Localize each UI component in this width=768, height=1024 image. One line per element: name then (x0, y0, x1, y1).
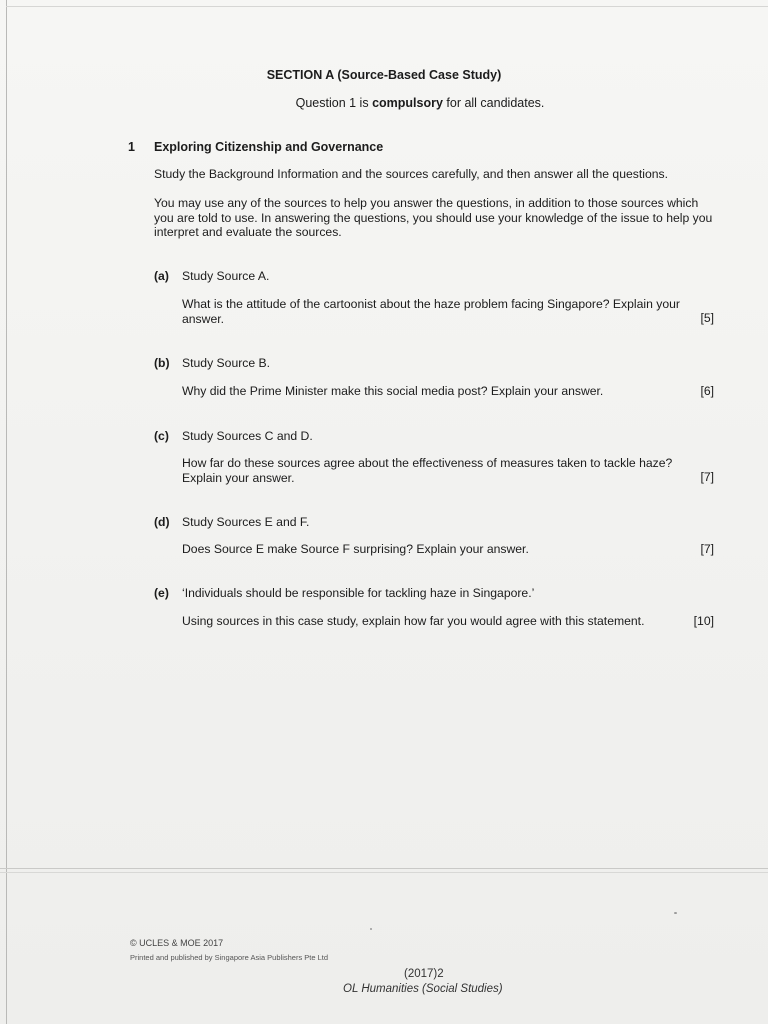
footer-publisher: Printed and published by Singapore Asia Publishers Pte Ltd (130, 953, 329, 962)
part-a-marks: [5] (700, 311, 714, 325)
question-title: Exploring Citizenship and Governance (154, 140, 384, 154)
footer-paper-code: (2017)2 (404, 968, 444, 980)
part-c-question: How far do these sources agree about the effectiveness of measures taken to tackle haze? Explain your answer. (182, 456, 673, 485)
footer-subject: OL Humanities (Social Studies) (343, 983, 503, 995)
scan-speck (674, 912, 677, 914)
part-b-marks: [6] (700, 384, 714, 398)
page-edge-left (6, 0, 7, 1024)
intro-paragraph-1: Study the Background Information and the sources carefully, and then answer all the questions. (154, 167, 668, 181)
part-e-label: (e) (154, 586, 169, 600)
part-d-question: Does Source E make Source F surprising? Explain your answer. (182, 542, 529, 556)
part-e-question: Using sources in this case study, explain how far you would agree with this statement. (182, 614, 645, 628)
part-c-instruction: Study Sources C and D. (182, 429, 313, 443)
page-edge-top (6, 6, 768, 7)
section-title: SECTION A (Source-Based Case Study) (266, 68, 502, 82)
part-d-label: (d) (154, 515, 170, 529)
question-number: 1 (128, 140, 135, 154)
part-c-marks: [7] (700, 470, 714, 484)
part-b-question: Why did the Prime Minister make this social media post? Explain your answer. (182, 384, 604, 398)
part-a-label: (a) (154, 269, 169, 283)
part-e-statement: ‘Individuals should be responsible for tackling haze in Singapore.’ (182, 586, 535, 600)
part-c-label: (c) (154, 429, 169, 443)
footer-divider-shadow (0, 872, 768, 873)
section-instruction: Question 1 is compulsory for all candidates. (295, 96, 545, 110)
part-b-label: (b) (154, 356, 170, 370)
part-d-marks: [7] (700, 542, 714, 556)
compulsory-emphasis: compulsory (372, 96, 443, 110)
part-a-instruction: Study Source A. (182, 269, 270, 283)
footer-copyright: © UCLES & MOE 2017 (130, 938, 224, 948)
intro-paragraph-2: You may use any of the sources to help you answer the questions, in addition to those sources which you are told to use. In answering the questions, you should use your knowledge of the issue to help you interpret and evaluate the sources. (154, 196, 713, 239)
scan-speck (370, 928, 372, 930)
part-b-instruction: Study Source B. (182, 356, 271, 370)
part-a-question: What is the attitude of the cartoonist about the haze problem facing Singapore? Explain your answer. (182, 297, 680, 326)
part-e-marks: [10] (693, 614, 714, 628)
part-d-instruction: Study Sources E and F. (182, 515, 310, 529)
footer-divider (0, 868, 768, 869)
